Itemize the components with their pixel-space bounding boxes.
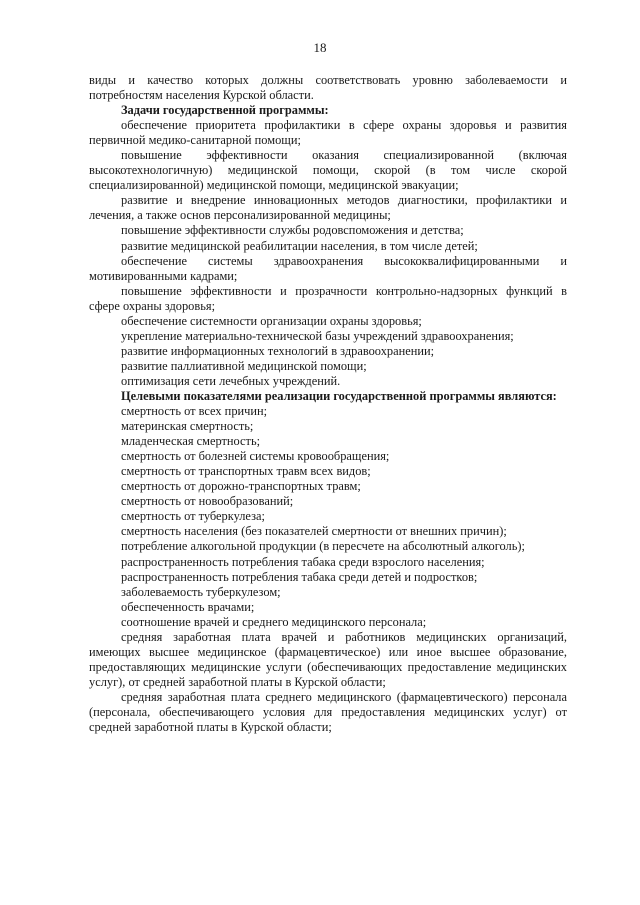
indicator-item: соотношение врачей и среднего медицинского персонала; [121, 614, 427, 629]
task-item: обеспечение системы здравоохранения высококвалифицированными и мотивированными кадрами; [89, 253, 567, 283]
indicator-item: потребление алкогольной продукции (в пересчете на абсолютный алкоголь); [121, 539, 525, 554]
indicator-item: смертность от транспортных травм всех видов; [121, 464, 371, 479]
indicator-item: распространенность потребления табака среди детей и подростков; [121, 569, 478, 584]
task-item: развитие медицинской реабилитации населения, в том числе детей; [121, 238, 478, 253]
indicator-item: распространенность потребления табака среди взрослого населения; [121, 554, 485, 569]
task-item: повышение эффективности оказания специализированной (включая высокотехнологичную) медицинской помощи, скорой (в том числе скорой специализированной) медицинской помощи, медицинской эвакуации; [89, 148, 567, 193]
indicator-item: средняя заработная плата среднего медицинского (фармацевтического) персонала (персонала, обеспечивающего условия для предоставления медицинских услуг) от средней заработной платы в Курской области; [89, 689, 567, 735]
tasks-heading: Задачи государственной программы: [121, 103, 329, 118]
indicators-heading: Целевыми показателями реализации государственной программы являются: [121, 388, 557, 403]
indicator-item: смертность от новообразований; [121, 494, 294, 509]
task-item: развитие информационных технологий в здравоохранении; [121, 343, 435, 358]
indicator-item: смертность от всех причин; [121, 404, 268, 419]
task-item: обеспечение приоритета профилактики в сфере охраны здоровья и развития первичной медико-санитарной помощи; [89, 118, 567, 148]
document-body [89, 73, 567, 735]
indicator-item: младенческая смертность; [121, 434, 261, 449]
page-number: 18 [313, 40, 327, 55]
task-item: повышение эффективности службы родовспоможения и детства; [121, 223, 464, 238]
intro-paragraph: виды и качество которых должны соответствовать уровню заболеваемости и потребностям населения Курской области. [89, 73, 567, 103]
indicator-item: смертность от туберкулеза; [121, 509, 265, 524]
indicator-item: смертность от болезней системы кровообращения; [121, 449, 390, 464]
task-item: повышение эффективности и прозрачности контрольно-надзорных функций в сфере охраны здоровья; [89, 283, 567, 313]
task-item: обеспечение системности организации охраны здоровья; [121, 313, 422, 328]
task-item: укрепление материально-технической базы учреждений здравоохранения; [121, 328, 514, 343]
indicator-item: обеспеченность врачами; [121, 599, 255, 614]
indicator-item: материнская смертность; [121, 419, 254, 434]
task-item: развитие и внедрение инновационных методов диагностики, профилактики и лечения, а также основ персонализированной медицины; [89, 193, 567, 223]
indicator-item: средняя заработная плата врачей и работников медицинских организаций, имеющих высшее медицинское (фармацевтическое) или иное высшее образование, предоставляющих медицинские услуги (обеспечивающих предоставление медицинских услуг), от средней заработной платы в Курской области; [89, 629, 567, 689]
indicator-item: заболеваемость туберкулезом; [121, 584, 281, 599]
task-item: развитие паллиативной медицинской помощи; [121, 358, 367, 373]
indicator-item: смертность от дорожно-транспортных травм; [121, 479, 361, 494]
task-item: оптимизация сети лечебных учреждений. [121, 373, 341, 388]
indicator-item: смертность населения (без показателей смертности от внешних причин); [121, 524, 507, 539]
